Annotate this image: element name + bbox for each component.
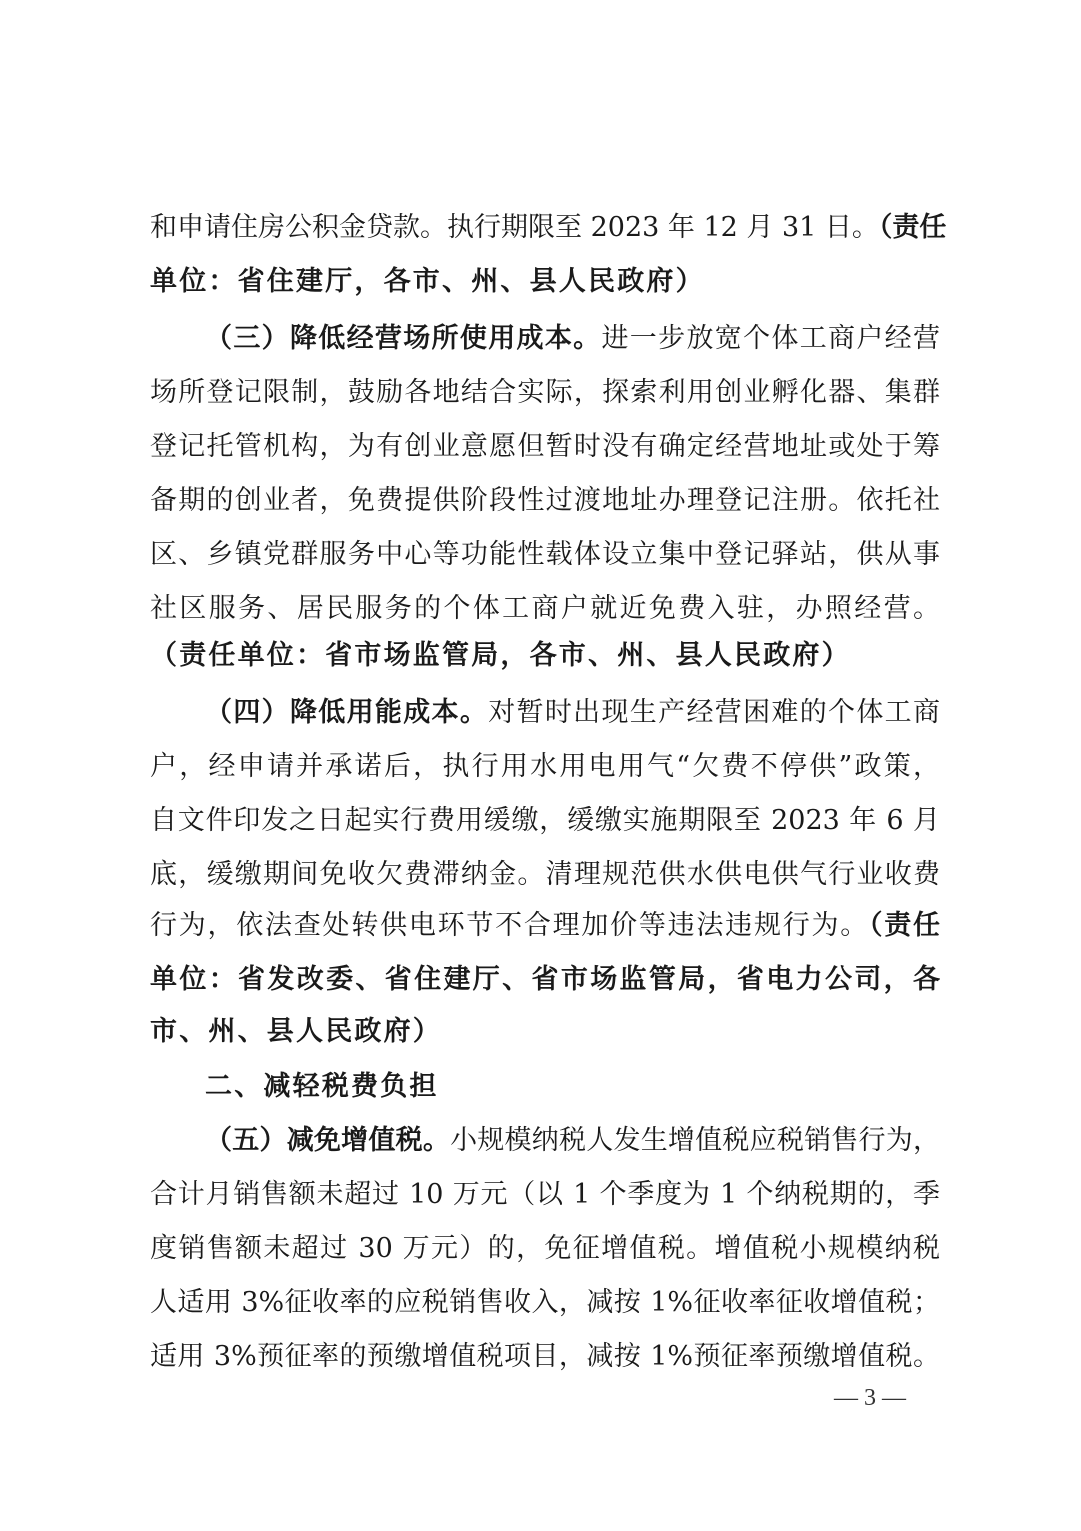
page-number: — 3 — — [834, 1385, 906, 1411]
text-line: 自文件印发之日起实行费用缓缴，缓缴实施期限至 2023 年 6 月 — [150, 805, 940, 836]
text-span: 和申请住房公积金贷款。执行期限至 2023 年 12 月 31 日。 — [150, 212, 879, 243]
text-line: 合计月销售额未超过 10 万元（以 1 个季度为 1 个纳税期的，季 — [150, 1179, 940, 1210]
text-line: 社区服务、居民服务的个体工商户就近免费入驻，办照经营。 — [150, 593, 940, 624]
responsible-unit-line: 市、州、县人民政府） — [150, 1016, 442, 1047]
responsible-unit-line: （责任单位：省市场监管局，各市、州、县人民政府） — [150, 640, 851, 671]
text-line: 适用 3%预征率的预缴增值税项目，减按 1%预征率预缴增值税。 — [150, 1341, 940, 1372]
text-line: 户，经申请并承诺后，执行用水用电用气“欠费不停供”政策， — [150, 751, 940, 782]
text-line: 底，缓缴期间免收欠费滞纳金。清理规范供水供电供气行业收费 — [150, 859, 940, 890]
text-line: 度销售额未超过 30 万元）的，免征增值税。增值税小规模纳税 — [150, 1233, 940, 1264]
section-title: 二、减轻税费负担 — [205, 1071, 439, 1102]
section-heading-3: （三）降低经营场所使用成本。 — [205, 323, 602, 354]
responsible-unit-text: （责任 — [878, 212, 947, 243]
text-span: 小规模纳税人发生增值税应税销售行为， — [450, 1125, 941, 1156]
text-line: 人适用 3%征收率的应税销售收入，减按 1%征收率征收增值税； — [150, 1287, 940, 1318]
responsible-unit-text: （责任 — [868, 910, 941, 941]
section-heading-5: （五）减免增值税。 — [205, 1125, 451, 1156]
responsible-unit-line: 单位：省住建厅，各市、州、县人民政府） — [150, 266, 705, 297]
text-line: 场所登记限制，鼓励各地结合实际，探索利用创业孵化器、集群 — [150, 377, 940, 408]
text-line: 区、乡镇党群服务中心等功能性载体设立集中登记驿站，供从事 — [150, 539, 940, 570]
text-line — [205, 1121, 940, 1161]
text-line — [150, 906, 940, 946]
text-line — [205, 319, 940, 359]
text-line: 备期的创业者，免费提供阶段性过渡地址办理登记注册。依托社 — [150, 485, 940, 516]
text-line — [150, 208, 947, 248]
text-line: 登记托管机构，为有创业意愿但暂时没有确定经营地址或处于筹 — [150, 431, 940, 462]
section-heading-4: （四）降低用能成本。 — [205, 697, 489, 728]
text-span: 对暂时出现生产经营困难的个体工商 — [488, 697, 941, 728]
text-span: 行为，依法查处转供电环节不合理加价等违法违规行为。 — [150, 910, 869, 941]
text-line — [205, 693, 940, 733]
responsible-unit-line: 单位：省发改委、省住建厅、省市场监管局，省电力公司，各 — [150, 964, 940, 995]
text-span: 进一步放宽个体工商户经营 — [601, 323, 941, 354]
